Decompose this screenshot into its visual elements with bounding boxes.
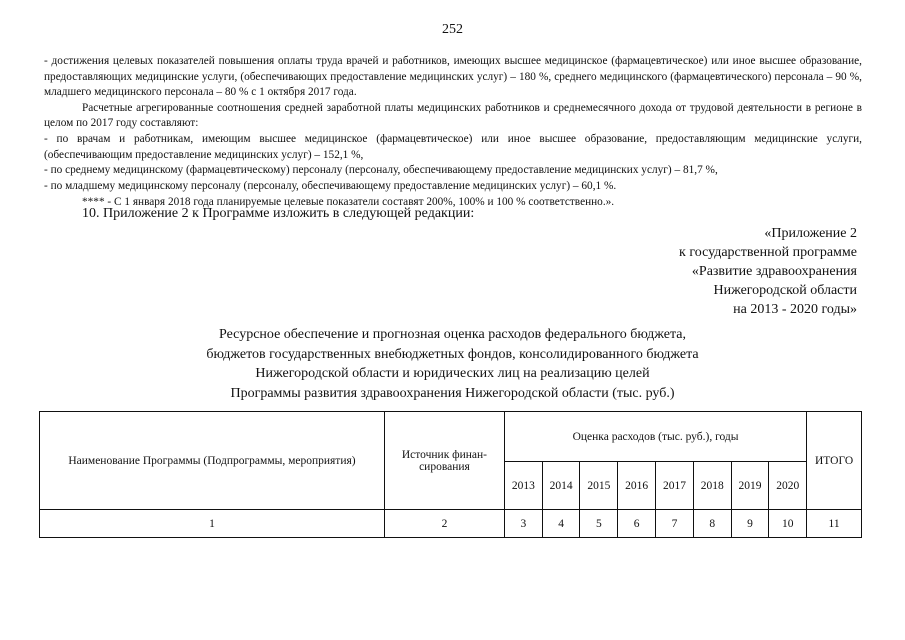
- year-cell: 2019: [731, 462, 769, 510]
- year-cell: 2017: [656, 462, 694, 510]
- year-cell: 2015: [580, 462, 618, 510]
- year-cell: 2020: [769, 462, 807, 510]
- year-cell: 2014: [542, 462, 580, 510]
- appendix-header: [679, 224, 857, 319]
- column-number-cell: 8: [693, 510, 731, 538]
- table-header-row: [40, 412, 862, 462]
- column-number-cell: 6: [618, 510, 656, 538]
- column-number-cell: 10: [769, 510, 807, 538]
- paragraph: Расчетные агрегированные соотношения средней заработной платы медицинских работников и среднемесячного дохода от трудовой деятельности в регионе в целом по 2017 году составляют:: [44, 101, 862, 130]
- appendix-line: «Развитие здравоохранения: [691, 264, 857, 279]
- header-program-name: Наименование Программы (Подпрограммы, мероприятия): [40, 412, 385, 510]
- appendix-line: Нижегородской области: [713, 283, 857, 298]
- column-number-cell: 7: [656, 510, 694, 538]
- title-line: бюджетов государственных внебюджетных фондов, консолидированного бюджета: [206, 346, 699, 362]
- title-line: Программы развития здравоохранения Нижегородской области (тыс. руб.): [230, 385, 675, 401]
- column-number-cell: 4: [542, 510, 580, 538]
- table-number-row: [40, 510, 862, 538]
- column-number-cell: 1: [40, 510, 385, 538]
- table-title: [0, 325, 905, 403]
- source-line: Источник финан-: [401, 448, 488, 461]
- footnote: **** - С 1 января 2018 года планируемые целевые показатели составят 200%, 100% и 100 % соответственно.».: [82, 196, 615, 209]
- year-cell: 2013: [504, 462, 542, 510]
- year-cell: 2018: [693, 462, 731, 510]
- column-number-cell: 3: [504, 510, 542, 538]
- appendix-line: «Приложение 2: [764, 226, 857, 241]
- expenses-table: [39, 411, 862, 538]
- appendix-line: к государственной программе: [679, 245, 857, 260]
- title-line: Ресурсное обеспечение и прогнозная оценка расходов федерального бюджета,: [219, 327, 686, 342]
- column-number-cell: 2: [384, 510, 504, 538]
- paragraph: - достижения целевых показателей повышения оплаты труда врачей и работников, имеющих высшее медицинское (фармацевтическое) или иное высшее образование, предоставляющих медицинские услуги, (обеспечивающих предоставление медицинских услуг) – 180 %, среднего медицинского (фармацевтического) персонала – 90 %, младшего медицинского персонала – 80 % с 1 октября 2017 года.: [44, 55, 862, 99]
- item-10-text: 10. Приложение 2 к Программе изложить в следующей редакции:: [82, 206, 475, 221]
- paragraph: - по младшему медицинскому персоналу (персоналу, обеспечивающему предоставление медицинских услуг) – 60,1 %.: [44, 179, 617, 192]
- header-total: ИТОГО: [807, 412, 862, 510]
- page-number: 252: [442, 22, 463, 37]
- year-cell: 2016: [618, 462, 656, 510]
- column-number-cell: 9: [731, 510, 769, 538]
- appendix-line: на 2013 - 2020 годы»: [733, 302, 857, 317]
- column-number-cell: 5: [580, 510, 618, 538]
- title-line: Нижегородской области и юридических лиц на реализацию целей: [255, 366, 650, 381]
- paragraph: - по среднему медицинскому (фармацевтическому) персоналу (персоналу, обеспечивающему предоставление медицинских услуг) – 81,7 %,: [44, 164, 718, 177]
- body-text: [44, 54, 862, 211]
- header-expense-estimate: Оценка расходов (тыс. руб.), годы: [504, 412, 806, 462]
- column-number-cell: 11: [807, 510, 862, 538]
- paragraph: - по врачам и работникам, имеющим высшее медицинское (фармацевтическое) или иное высшее образование, предоставляющим медицинские услуги, (обеспечивающим предоставление медицинских услуг) – 152,1 %,: [44, 132, 862, 161]
- header-funding-source: [384, 412, 504, 510]
- source-line: сирования: [419, 460, 470, 473]
